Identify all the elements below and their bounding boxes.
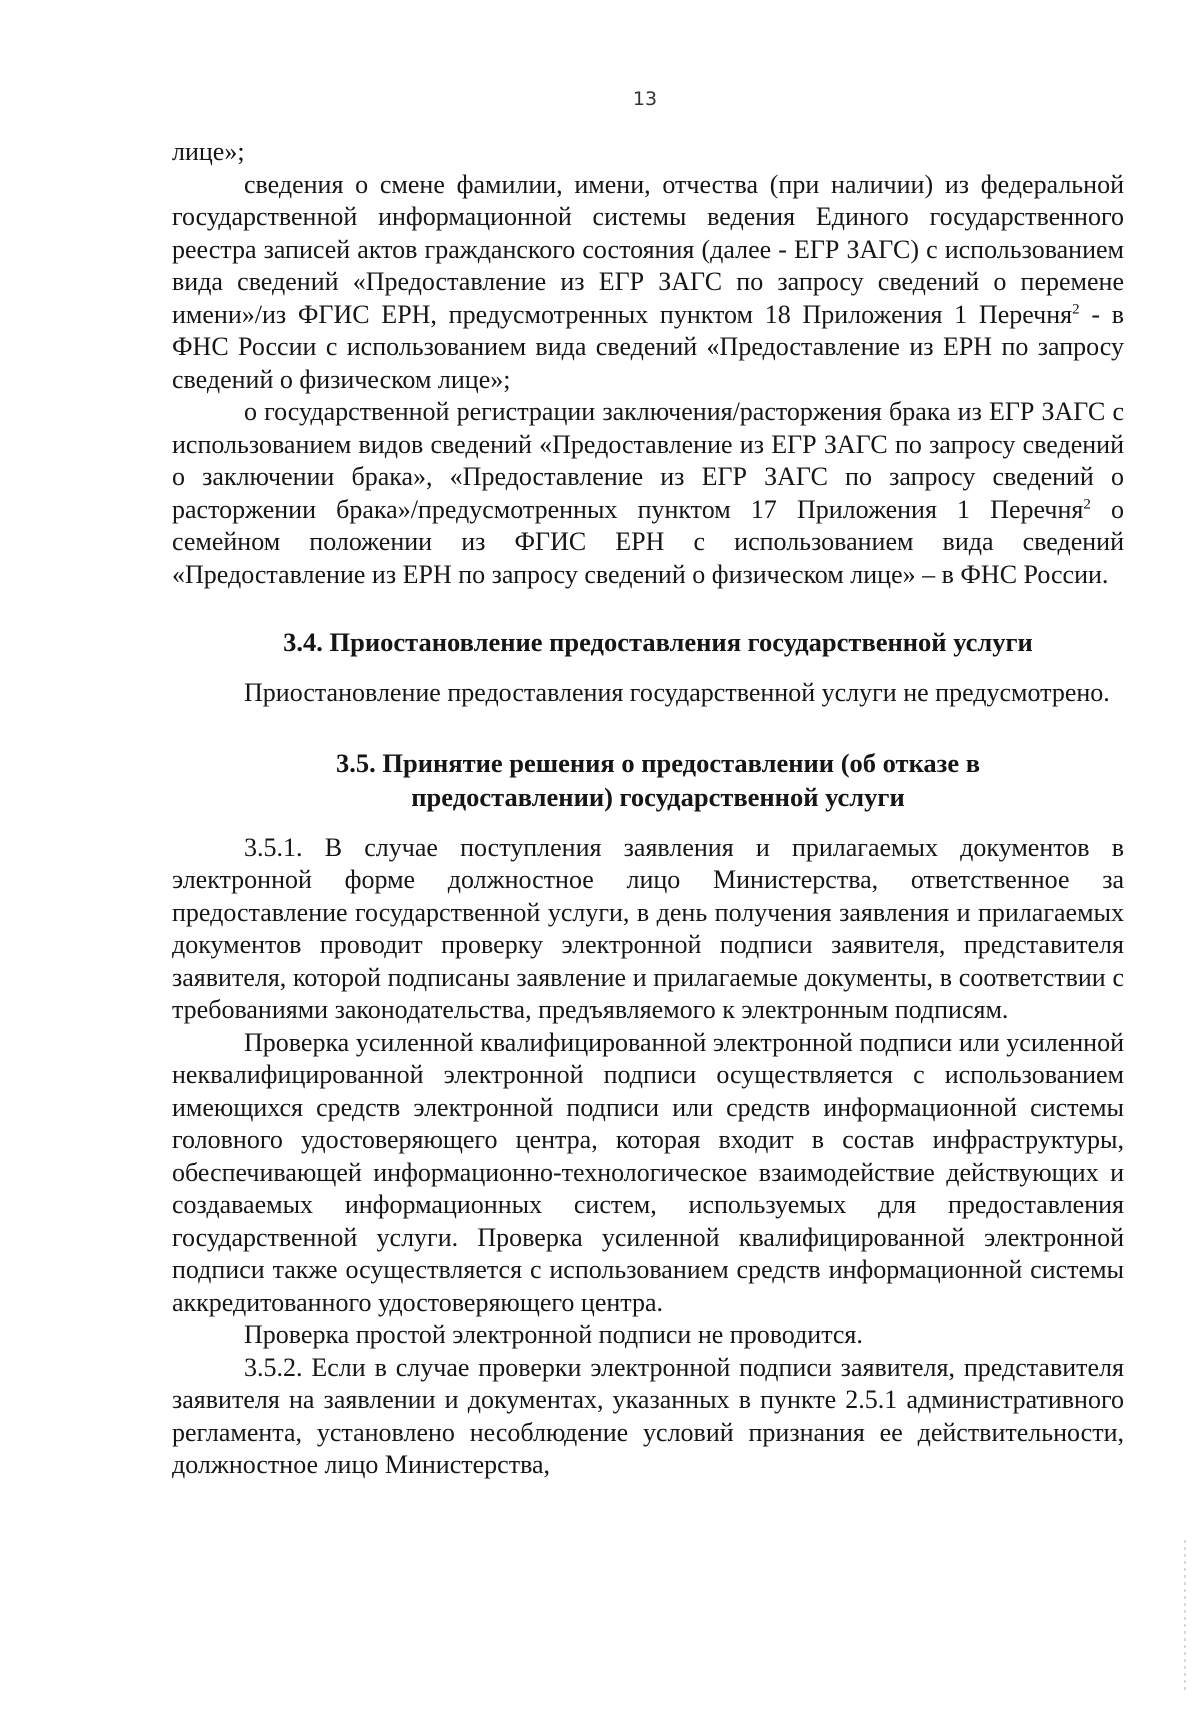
paragraph-marriage-info xyxy=(172,396,1124,591)
paragraph-3-5-2: 3.5.2. Если в случае проверки электронной подписи заявителя, представителя заявителя на заявлении и документах, указанных в пункте 2.5.1 административного регламента, установлено несоблюдение условий признания ее действительности, должностное лицо Министерства, xyxy=(172,1352,1124,1479)
heading-line: 3.5. Принятие решения о предоставлении (об отказе в xyxy=(335,747,981,778)
paragraph-signature-check: Проверка усиленной квалифицированной электронной подписи или усиленной неквалифицированной электронной подписи осуществляется с использованием имеющихся средств электронной подписи или средств информационной системы головного удостоверяющего центра, которая входит в состав инфраструктуры, обеспечивающей информационно-технологическое взаимодействие действующих и создаваемых информационных систем, используемых для предоставления государственной услуги. Проверка усиленной квалифицированной электронной подписи также осуществляется с использованием средств информационной системы аккредитованного удостоверяющего центра. xyxy=(172,1027,1124,1317)
section-heading-3-5 xyxy=(172,746,1124,814)
paragraph-text: о семейном положении из ФГИС ЕРН с использованием вида сведений «Предоставление из ЕРН по запросу сведений о физическом лице» – в ФНС России. xyxy=(172,494,1125,589)
paragraph-3-5-1: 3.5.1. В случае поступления заявления и прилагаемых документов в электронной форме должностное лицо Министерства, ответственное за предоставление государственной услуги, в день получения заявления и прилагаемых документов проводит проверку электронной подписи заявителя, представителя заявителя, которой подписаны заявление и прилагаемые документы, в соответствии с требованиями законодательства, предъявляемого к электронным подписям. xyxy=(172,832,1124,1024)
page-number: 13 xyxy=(632,88,658,110)
paragraph-suspension: Приостановление предоставления государственной услуги не предусмотрено. xyxy=(244,678,1110,707)
scan-edge-mark xyxy=(1184,1540,1186,1690)
footnote-ref: 2 xyxy=(1083,495,1091,512)
paragraph-text: - в ФНС России с использованием вида сведений «Предоставление из ЕРН по запросу сведений о физическом лице»; xyxy=(172,299,1124,394)
paragraph-text: сведения о смене фамилии, имени, отчества (при наличии) из федеральной государственной информационной системы ведения Единого государственного реестра записей актов гражданского состояния (далее - ЕГР ЗАГС) с использованием вида сведений «Предоставление из ЕГР ЗАГС по запросу сведений о перемене имени»/из ФГИС ЕРН, предусмотренных пунктом 18 Приложения 1 Перечня xyxy=(172,169,1124,329)
heading-line: предоставлении) государственной услуги xyxy=(411,781,905,812)
paragraph-text: о государственной регистрации заключения/расторжения брака из ЕГР ЗАГС с использованием видов сведений «Предоставление из ЕГР ЗАГС по запросу сведений о заключении брака», «Предоставление из ЕГР ЗАГС по запросу сведений о расторжении брака»/предусмотренных пунктом 17 Приложения 1 Перечня xyxy=(172,397,1124,524)
footnote-ref: 2 xyxy=(1072,300,1080,317)
paragraph-continuation: лице»; xyxy=(172,137,245,166)
section-heading-3-4: 3.4. Приостановление предоставления государственной услуги xyxy=(283,627,1033,657)
document-body xyxy=(172,136,1124,1482)
paragraph-simple-signature: Проверка простой электронной подписи не проводится. xyxy=(244,1320,863,1349)
paragraph-name-change-info xyxy=(172,169,1124,397)
